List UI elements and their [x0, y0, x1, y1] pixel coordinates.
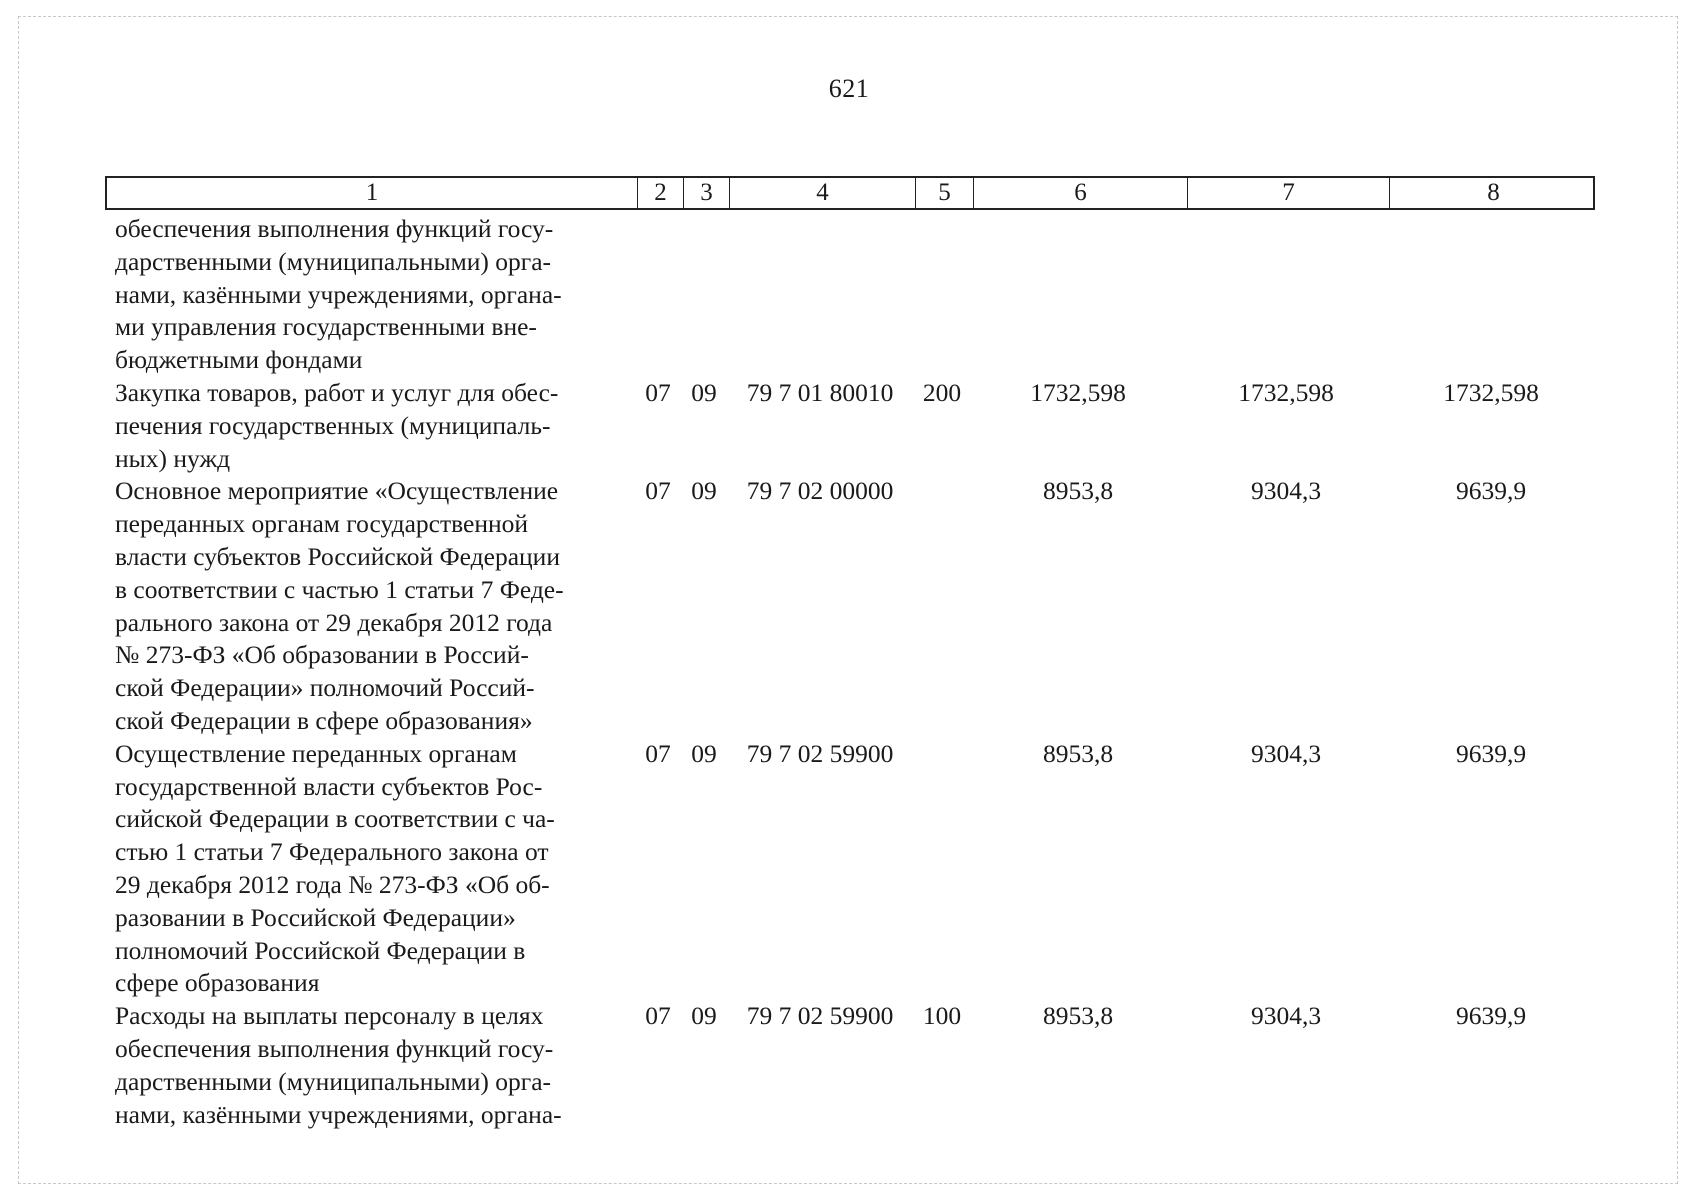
row-year1: 8953,8 — [1042, 738, 1114, 768]
row-rz — [635, 213, 681, 377]
row-csr — [727, 213, 913, 377]
row-vr: 200 — [922, 377, 962, 407]
row-vr — [913, 475, 971, 737]
row-vr — [913, 738, 971, 1000]
table-row — [105, 738, 1595, 1000]
row-name: Закупка товаров, работ и услуг для обес- печения государственных (муниципаль- ных) нужд — [115, 377, 559, 473]
row-pr: 09 — [691, 476, 717, 506]
row-rz: 07 — [645, 377, 671, 407]
row-rz: 07 — [645, 476, 671, 506]
row-year2: 9304,3 — [1250, 1001, 1322, 1031]
table-row — [105, 1000, 1595, 1131]
header-col-4: 4 — [729, 178, 915, 208]
row-csr: 79 7 01 80010 — [746, 377, 894, 407]
row-year1 — [971, 213, 1185, 377]
header-col-3: 3 — [683, 178, 729, 208]
header-col-5: 5 — [915, 178, 973, 208]
row-csr: 79 7 02 59900 — [746, 1001, 894, 1031]
row-pr: 09 — [691, 377, 717, 407]
row-rz: 07 — [645, 1001, 671, 1031]
row-year1: 1732,598 — [1030, 377, 1126, 407]
row-year2: 9304,3 — [1250, 738, 1322, 768]
row-year3: 1732,598 — [1443, 377, 1539, 407]
row-year2: 1732,598 — [1238, 377, 1334, 407]
row-name: Расходы на выплаты персоналу в целях обеспечения выполнения функций госу- дарственными (муниципальными) орга- нами, казёнными учреждениями, органа- — [115, 1001, 562, 1129]
header-col-1: 1 — [365, 179, 379, 206]
row-name: Осуществление переданных органам государственной власти субъектов Рос- сийской Федерации в соответствии с ча- стью 1 статьи 7 Федерального закона от 29 декабря 2012 года № 273-ФЗ «Об об- разовании в Российской Федерации» полномочий Российской Федерации в сфере образования — [115, 738, 555, 998]
header-col-2: 2 — [637, 178, 683, 208]
row-pr — [681, 213, 727, 377]
row-pr: 09 — [691, 1001, 717, 1031]
row-name: обеспечения выполнения функций госу- дарственными (муниципальными) орга- нами, казёнными учреждениями, органа- ми управления государственными вне- бюджетными фондами — [115, 214, 562, 375]
row-year2: 9304,3 — [1250, 476, 1322, 506]
row-year3: 9639,9 — [1455, 1001, 1527, 1031]
header-col-8: 8 — [1389, 178, 1597, 208]
row-csr: 79 7 02 59900 — [746, 738, 894, 768]
table-row — [105, 377, 1595, 475]
row-vr — [913, 213, 971, 377]
row-year3 — [1387, 213, 1595, 377]
row-vr: 100 — [922, 1001, 962, 1031]
page-number: 621 — [828, 74, 870, 103]
row-year1: 8953,8 — [1042, 476, 1114, 506]
header-col-7: 7 — [1187, 178, 1389, 208]
row-year2 — [1185, 213, 1387, 377]
row-csr: 79 7 02 00000 — [746, 476, 894, 506]
table-row — [105, 475, 1595, 737]
row-year3: 9639,9 — [1455, 476, 1527, 506]
row-name: Основное мероприятие «Осуществление переданных органам государственной власти субъектов Российской Федерации в соответствии с частью 1 статьи 7 Феде- рального закона от 29 декабря 2012 года № 273-ФЗ «Об образовании в Россий- ской Федерации» полномочий Россий- ской Федерации в сфере образования» — [115, 476, 564, 735]
table-body — [105, 213, 1595, 1131]
table-header — [105, 176, 1595, 210]
row-rz: 07 — [645, 738, 671, 768]
row-pr: 09 — [691, 738, 717, 768]
header-col-6: 6 — [973, 178, 1187, 208]
table-row — [105, 213, 1595, 377]
row-year1: 8953,8 — [1042, 1001, 1114, 1031]
row-year3: 9639,9 — [1455, 738, 1527, 768]
